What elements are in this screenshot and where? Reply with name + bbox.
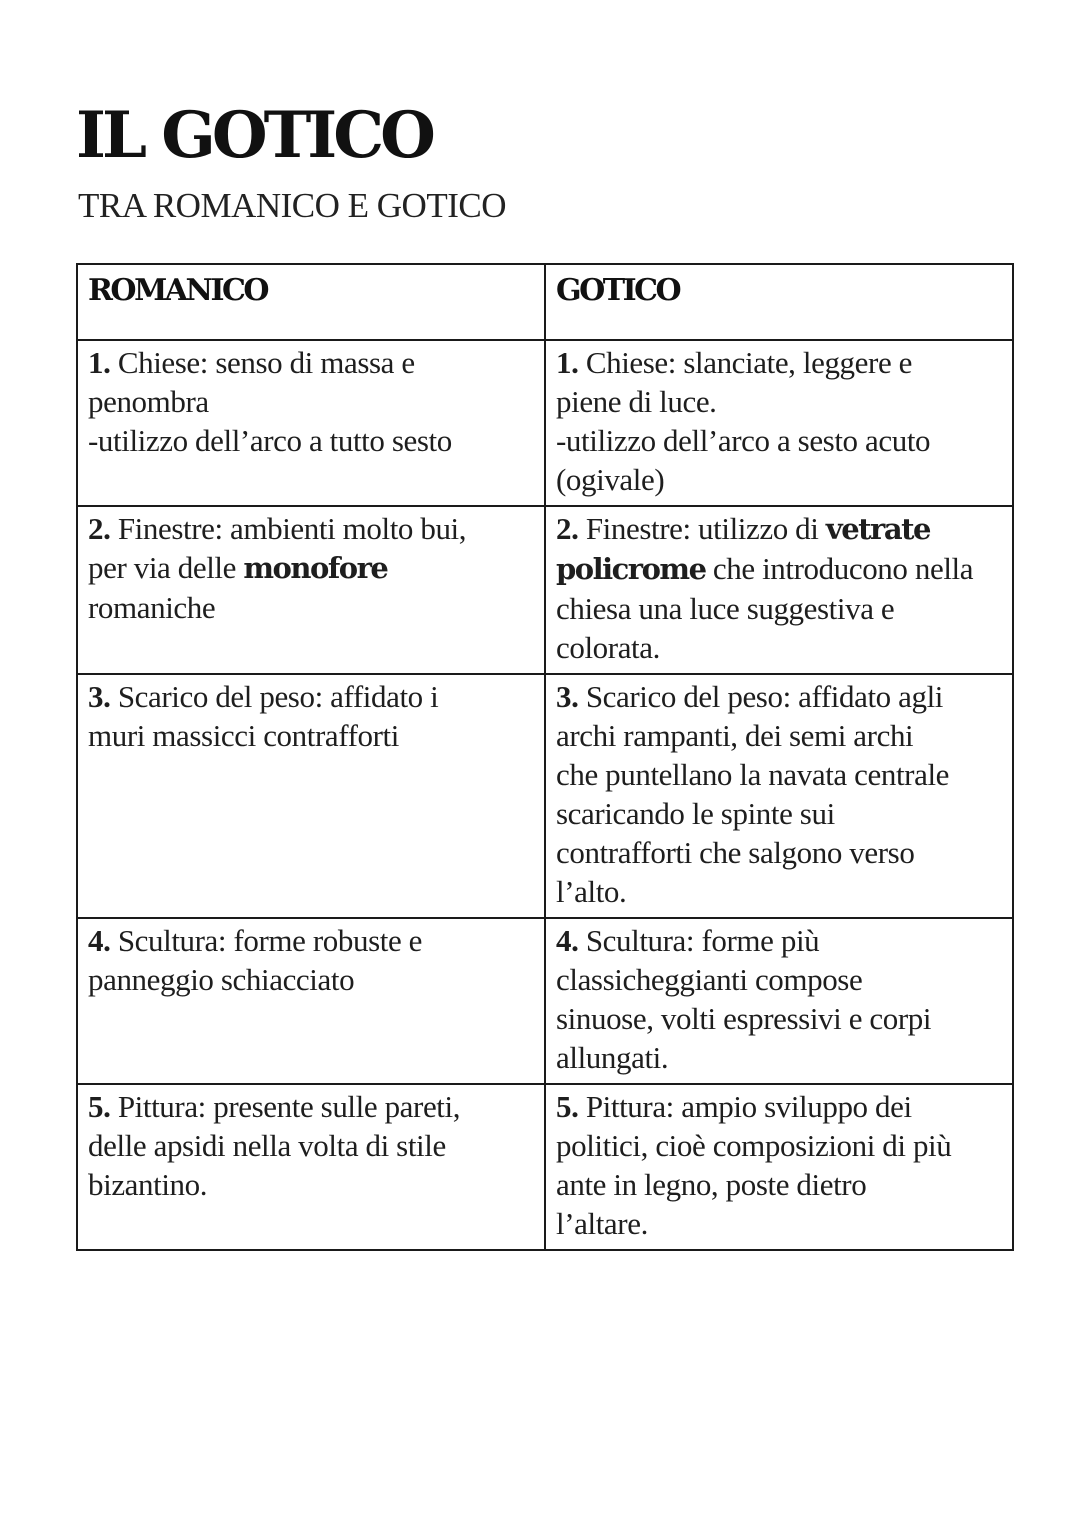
page-subtitle: TRA ROMANICO E GOTICO bbox=[78, 186, 506, 225]
cell-gotico-pittura bbox=[545, 1084, 1013, 1250]
cell-text-line: -utilizzo dell’arco a sesto acuto bbox=[556, 423, 931, 458]
item-number: 5. bbox=[88, 1089, 111, 1124]
item-number: 4. bbox=[556, 923, 579, 958]
cell-text-line: l’altare. bbox=[556, 1206, 648, 1241]
cell-text-line: bizantino. bbox=[88, 1167, 208, 1202]
cell-gotico-finestre bbox=[545, 506, 1013, 674]
item-number: 5. bbox=[556, 1089, 579, 1124]
cell-text-line: che puntellano la navata centrale bbox=[556, 757, 950, 792]
cell-text-line: Scultura: forme più bbox=[585, 923, 820, 958]
table-row bbox=[77, 918, 1013, 1084]
cell-text-line: scaricando le spinte sui bbox=[556, 796, 835, 831]
comparison-table bbox=[76, 263, 1014, 1251]
cell-text-fragment: che introducono nella bbox=[705, 551, 974, 586]
item-number: 4. bbox=[88, 923, 111, 958]
table-row bbox=[77, 506, 1013, 674]
highlight-monofore: monofore bbox=[243, 551, 388, 585]
cell-text-line: Scultura: forme robuste e bbox=[117, 923, 423, 958]
item-number: 2. bbox=[88, 511, 111, 546]
item-number: 3. bbox=[88, 679, 111, 714]
cell-text-line: (ogivale) bbox=[556, 462, 665, 497]
cell-text-line: delle apsidi nella volta di stile bbox=[88, 1128, 446, 1163]
cell-text-fragment: per via delle bbox=[88, 550, 244, 585]
cell-text-line: politici, cioè composizioni di più bbox=[556, 1128, 952, 1163]
cell-text-line: classicheggianti compose bbox=[556, 962, 863, 997]
cell-text-line: archi rampanti, dei semi archi bbox=[556, 718, 914, 753]
table-row bbox=[77, 340, 1013, 506]
cell-text-fragment: Finestre: utilizzo di bbox=[585, 511, 826, 546]
cell-text-line: l’alto. bbox=[556, 874, 627, 909]
cell-text-line: Chiese: slanciate, leggere e bbox=[585, 345, 913, 380]
table-row bbox=[77, 674, 1013, 918]
table-row bbox=[77, 1084, 1013, 1250]
cell-text-line: Scarico del peso: affidato agli bbox=[585, 679, 943, 714]
cell-text-line: muri massicci contrafforti bbox=[88, 718, 399, 753]
cell-text-line: Chiese: senso di massa e bbox=[117, 345, 415, 380]
header-gotico: GOTICO bbox=[545, 264, 1013, 340]
cell-text-line: Pittura: ampio sviluppo dei bbox=[585, 1089, 912, 1124]
item-number: 1. bbox=[88, 345, 111, 380]
highlight-vetrate: vetrate bbox=[825, 512, 930, 546]
cell-text-line: chiesa una luce suggestiva e bbox=[556, 591, 895, 626]
cell-gotico-scarico bbox=[545, 674, 1013, 918]
cell-romanico-scultura bbox=[77, 918, 545, 1084]
item-number: 3. bbox=[556, 679, 579, 714]
item-number: 2. bbox=[556, 511, 579, 546]
cell-text-line: panneggio schiacciato bbox=[88, 962, 355, 997]
cell-text-line: Finestre: ambienti molto bui, bbox=[117, 511, 467, 546]
cell-text-line: penombra bbox=[88, 384, 209, 419]
cell-text-line: piene di luce. bbox=[556, 384, 717, 419]
cell-text-line: Pittura: presente sulle pareti, bbox=[117, 1089, 461, 1124]
cell-gotico-chiese bbox=[545, 340, 1013, 506]
cell-romanico-chiese bbox=[77, 340, 545, 506]
cell-text-line: colorata. bbox=[556, 630, 660, 665]
cell-romanico-finestre bbox=[77, 506, 545, 674]
page-title: IL GOTICO bbox=[76, 98, 432, 173]
cell-text-line: Scarico del peso: affidato i bbox=[117, 679, 439, 714]
highlight-policrome: policrome bbox=[556, 552, 706, 586]
cell-gotico-scultura bbox=[545, 918, 1013, 1084]
cell-text-line: -utilizzo dell’arco a tutto sesto bbox=[88, 423, 452, 458]
cell-text-line: ante in legno, poste dietro bbox=[556, 1167, 867, 1202]
item-number: 1. bbox=[556, 345, 579, 380]
cell-text-line: sinuose, volti espressivi e corpi bbox=[556, 1001, 932, 1036]
cell-romanico-scarico bbox=[77, 674, 545, 918]
cell-text-line: romaniche bbox=[88, 590, 216, 625]
cell-romanico-pittura bbox=[77, 1084, 545, 1250]
table-header-row bbox=[77, 264, 1013, 340]
cell-text-line: allungati. bbox=[556, 1040, 669, 1075]
header-romanico: ROMANICO bbox=[77, 264, 545, 340]
cell-text-line: contrafforti che salgono verso bbox=[556, 835, 915, 870]
